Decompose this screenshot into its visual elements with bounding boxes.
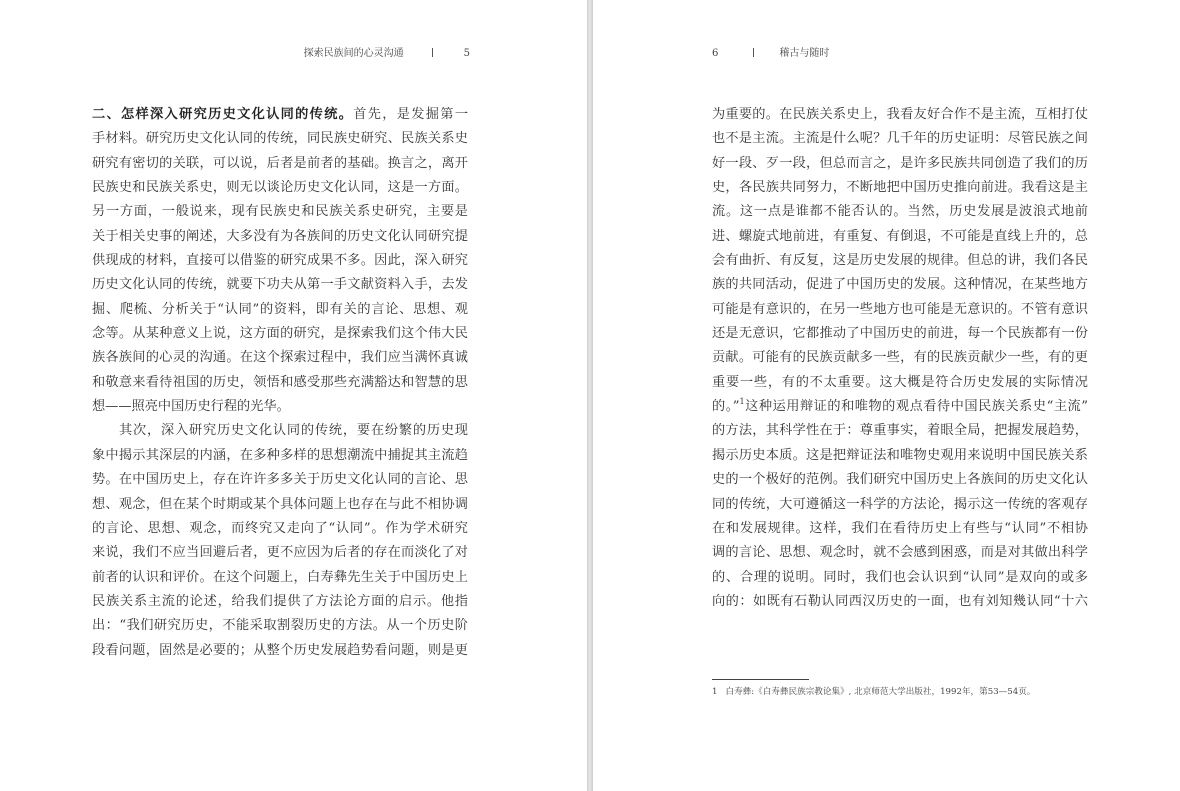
header-title: 探索民族间的心灵沟通 (303, 48, 404, 59)
text-line: 关于相关史事的阐述，大多没有为各族间的历史文化认同研究提 (92, 228, 468, 244)
right-page (593, 0, 1180, 791)
running-header-right (712, 47, 829, 61)
text-line: 会有曲折、有反复，这是历史发展的规律。但总的讲，我们各民 (712, 253, 1088, 269)
text-line: 象中揭示其深层的内涵，在多种多样的思想潮流中捕捉其主流趋 (92, 447, 468, 463)
header-separator (432, 48, 433, 57)
text-line: 族的共同活动，促进了中国历史的发展。这种情况，在某些地方 (712, 277, 1088, 293)
header-title: 稽古与随时 (779, 48, 830, 59)
section-heading: 二、怎样深入研究历史文化认同的传统。 (92, 107, 354, 122)
text-line: 也不是主流。主流是什么呢？几千年的历史证明：尽管民族之间 (712, 131, 1088, 147)
footnote (712, 686, 1035, 698)
text-line: 势。在中国历史上，存在许许多多关于历史文化认同的言论、思 (92, 472, 468, 488)
text-line: 揭示历史本质。这是把辩证法和唯物史观用来说明中国民族关系 (712, 447, 1088, 463)
text-line: 民族关系主流的论述，给我们提供了方法论方面的启示。他指 (92, 593, 468, 609)
text-line: 供现成的材料，直接可以借鉴的研究成果不多。因此，深入研究 (92, 253, 468, 269)
text-line: 前者的认识和评价。在这个问题上，白寿彝先生关于中国历史上 (92, 569, 468, 585)
text-line: 贡献。可能有的民族贡献多一些，有的民族贡献少一些，有的更 (712, 350, 1088, 366)
text-line: 和敬意来看待祖国的历史，领悟和感受那些充满豁达和智慧的思 (92, 374, 468, 390)
text-line: 可能是有意识的，在另一些地方也可能是无意识的。不管有意识 (712, 301, 1088, 317)
text-line: 掘、爬梳、分析关于“认同”的资料，即有关的言论、思想、观 (92, 301, 468, 317)
footnote-text: 白寿彝:《白寿彝民族宗教论集》, 北京师范大学出版社，1992年，第53—54页。 (725, 687, 1036, 697)
text-line: 还是无意识，它都推动了中国历史的前进，每一个民族都有一份 (712, 326, 1088, 342)
text-line: 向的：如既有石勒认同西汉历史的一面，也有刘知幾认同“十六 (712, 593, 1088, 609)
text-line: 手材料。研究历史文化认同的传统，同民族史研究、民族关系史 (92, 131, 468, 147)
running-header-left (304, 47, 470, 61)
text-line: 民族史和民族关系史，则无以谈论历史文化认同，这是一方面。 (92, 180, 468, 196)
text-line: 好一段、歹一段，但总而言之，是许多民族共同创造了我们的历 (712, 155, 1088, 171)
text-line: 流。这一点是谁都不能否认的。当然，历史发展是波浪式地前 (712, 204, 1088, 220)
text-line: 的、合理的说明。同时，我们也会认识到“认同”是双向的或多 (712, 569, 1088, 585)
text-line: 的方法，其科学性在于：尊重事实，着眼全局，把握发展趋势， (712, 423, 1088, 439)
page-number: 6 (712, 48, 719, 59)
text-line: 想——照亮中国历史行程的光华。 (92, 399, 290, 415)
text-line: 调的言论、思想、观念时，就不会感到困惑，而是对其做出科学 (712, 545, 1088, 561)
text-line: 二、怎样深入研究历史文化认同的传统。首先，是发掘第一 (92, 107, 469, 122)
text-line: 其次，深入研究历史文化认同的传统，要在纷繁的历史现 (119, 423, 468, 439)
text-line: 念等。从某种意义上说，这方面的研究，是探索我们这个伟大民 (92, 326, 468, 342)
header-separator (753, 48, 754, 57)
text-line: 的。”$^1$这种运用辩证的和唯物的观点看待中国民族关系史“主流” (712, 397, 1088, 415)
page-number: 5 (463, 48, 470, 59)
text-line: 出：“我们研究历史，不能采取割裂历史的方法。从一个历史阶 (92, 618, 468, 634)
footnote-marker[interactable]: 1 (739, 397, 745, 407)
body-text (712, 103, 1088, 614)
text-line: 另一方面，一般说来，现有民族史和民族关系史研究，主要是 (92, 204, 468, 220)
text-line: 史的一个极好的范例。我们研究中国历史上各族间的历史文化认 (712, 472, 1088, 488)
footnote-divider (712, 679, 809, 680)
left-page (0, 0, 587, 791)
footnote-number: 1 (712, 687, 718, 697)
text-line: 进、螺旋式地前进，有重复、有倒退，不可能是直线上升的，总 (712, 228, 1088, 244)
text-line: 历史文化认同的传统，就要下功夫从第一手文献资料入手，去发 (92, 277, 468, 293)
text-line: 为重要的。在民族关系史上，我看友好合作不是主流，互相打仗 (712, 107, 1088, 122)
text-line: 重要一些，有的不太重要。这大概是符合历史发展的实际情况 (712, 374, 1088, 390)
text-line: 族各族间的心灵的沟通。在这个探索过程中，我们应当满怀真诚 (92, 350, 468, 366)
text-line: 来说，我们不应当回避后者，更不应因为后者的存在而淡化了对 (92, 545, 468, 561)
text-line: 段看问题，固然是必要的；从整个历史发展趋势看问题，则是更 (92, 642, 468, 658)
text-line: 的言论、思想、观念，而终究又走向了“认同”。作为学术研究 (92, 520, 468, 536)
text-line: 想、观念，但在某个时期或某个具体问题上也存在与此不相协调 (92, 496, 468, 512)
text-line: 在和发展规律。这样，我们在看待历史上有些与“认同”不相协 (712, 520, 1088, 536)
text-line: 同的传统，大可遵循这一科学的方法论，揭示这一传统的客观存 (712, 496, 1088, 512)
text-line: 研究有密切的关联，可以说，后者是前者的基础。换言之，离开 (92, 155, 468, 171)
body-text (92, 103, 468, 663)
text-line: 史，各民族共同努力，不断地把中国历史推向前进。我看这是主 (712, 180, 1088, 196)
